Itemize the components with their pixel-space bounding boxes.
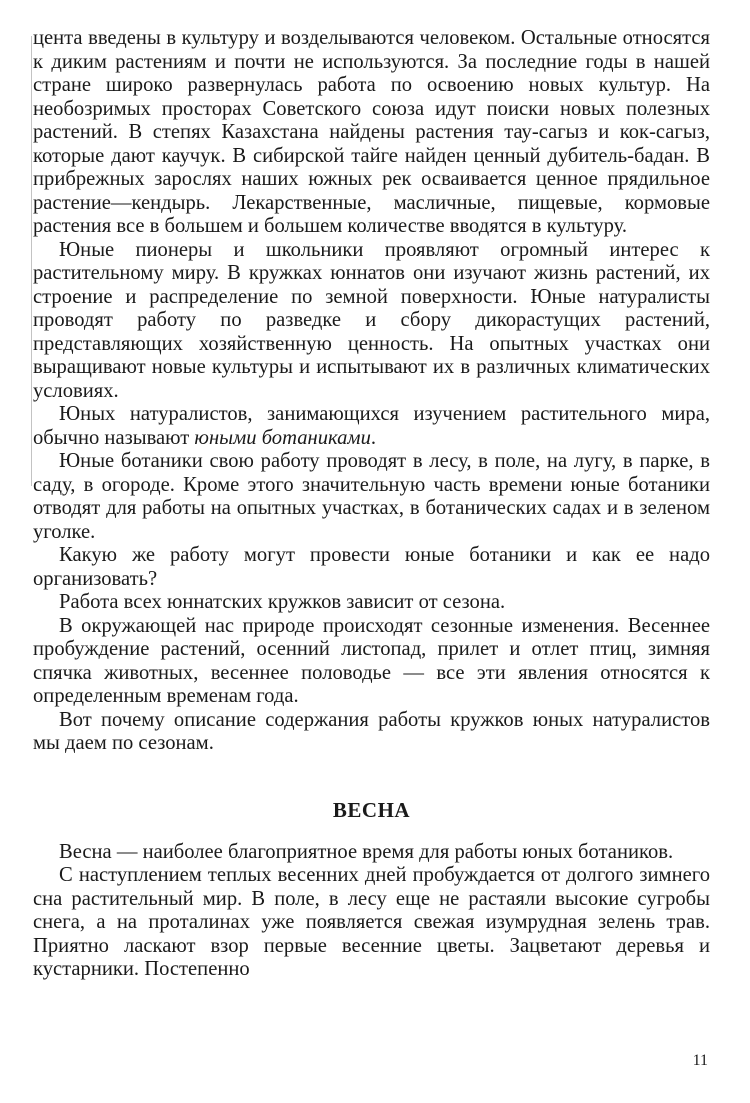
paragraph-seasonal-changes: В окружающей нас природе происходят сезонные изменения. Весеннее пробуждение растений, осенний листопад, прилет и отлет птиц, зимняя спячка животных, весеннее половодье — все эти явления относятся к определенным временам года. — [33, 614, 710, 707]
paragraph-spring-intro: Весна — наиболее благоприятное время для работы юных ботаников. — [59, 840, 674, 863]
paragraph-text: . — [370, 426, 377, 449]
paragraph-cultivation: цента введены в культуру и возделываются человеком. Остальные относятся к диким растениям и почти не используются. За последние годы в нашей стране широко развернулась работа по освоению новых культур. На необозримых просторах Советского союза идут поиски новых полезных растений. В степях Казахстана найдены растения тау-сагыз и кок-сагыз, которые дают каучук. В сибирской тайге найден ценный дубитель-бадан. В прибрежных зарослях наших южных рек осваивается ценное прядильное растение—кендырь. Лекарственные, масличные, пищевые, кормовые растения все в большем и большем количестве вводятся в культуру. — [33, 27, 710, 237]
paragraph-spring-awakening: С наступлением теплых весенних дней пробуждается от долгого зимнего сна растительный мир. В поле, в лесу еще не растаяли высокие сугробы снега, а на проталинах уже появляется свежая изумрудная зелень трав. Приятно ласкают взор первые весенние цветы. Зацветают деревья и кустарники. Постепенно — [33, 864, 710, 980]
margin-line — [31, 36, 32, 486]
page-body — [33, 27, 710, 982]
section-heading: ВЕСНА — [332, 797, 411, 822]
paragraph-season-dependence: Работа всех юннатских кружков зависит от сезона. — [59, 591, 506, 613]
paragraph-young-botanists-definition — [33, 403, 710, 450]
paragraph-text: Юных натуралистов, занимающихся изучением растительного мира, обычно называют — [33, 403, 710, 449]
paragraph-question: Какую же работу могут провести юные ботаники и как ее надо организовать? — [33, 544, 710, 590]
emphasis-term: юными ботаниками — [194, 426, 371, 449]
paragraph-work-places: Юные ботаники свою работу проводят в лесу, в поле, на лугу, в парке, в саду, в огороде. Кроме этого значительную часть времени юные ботаники отводят для работы на опытных участках, в ботанических садах и в зеленом уголке. — [33, 450, 710, 543]
paragraph-pioneers: Юные пионеры и школьники проявляют огромный интерес к растительному миру. В кружках юннатов они изучают жизнь растений, их строение и распределение по земной поверхности. Юные натуралисты проводят работу по разведке и сбору дикорастущих растений, представляющих хозяйственную ценность. На опытных участках они выращивают новые культуры и испытывают их в различных климатических условиях. — [33, 238, 710, 402]
page-number: 11 — [692, 1052, 708, 1069]
paragraph-by-seasons: Вот почему описание содержания работы кружков юных натуралистов мы даем по сезонам. — [33, 708, 710, 754]
